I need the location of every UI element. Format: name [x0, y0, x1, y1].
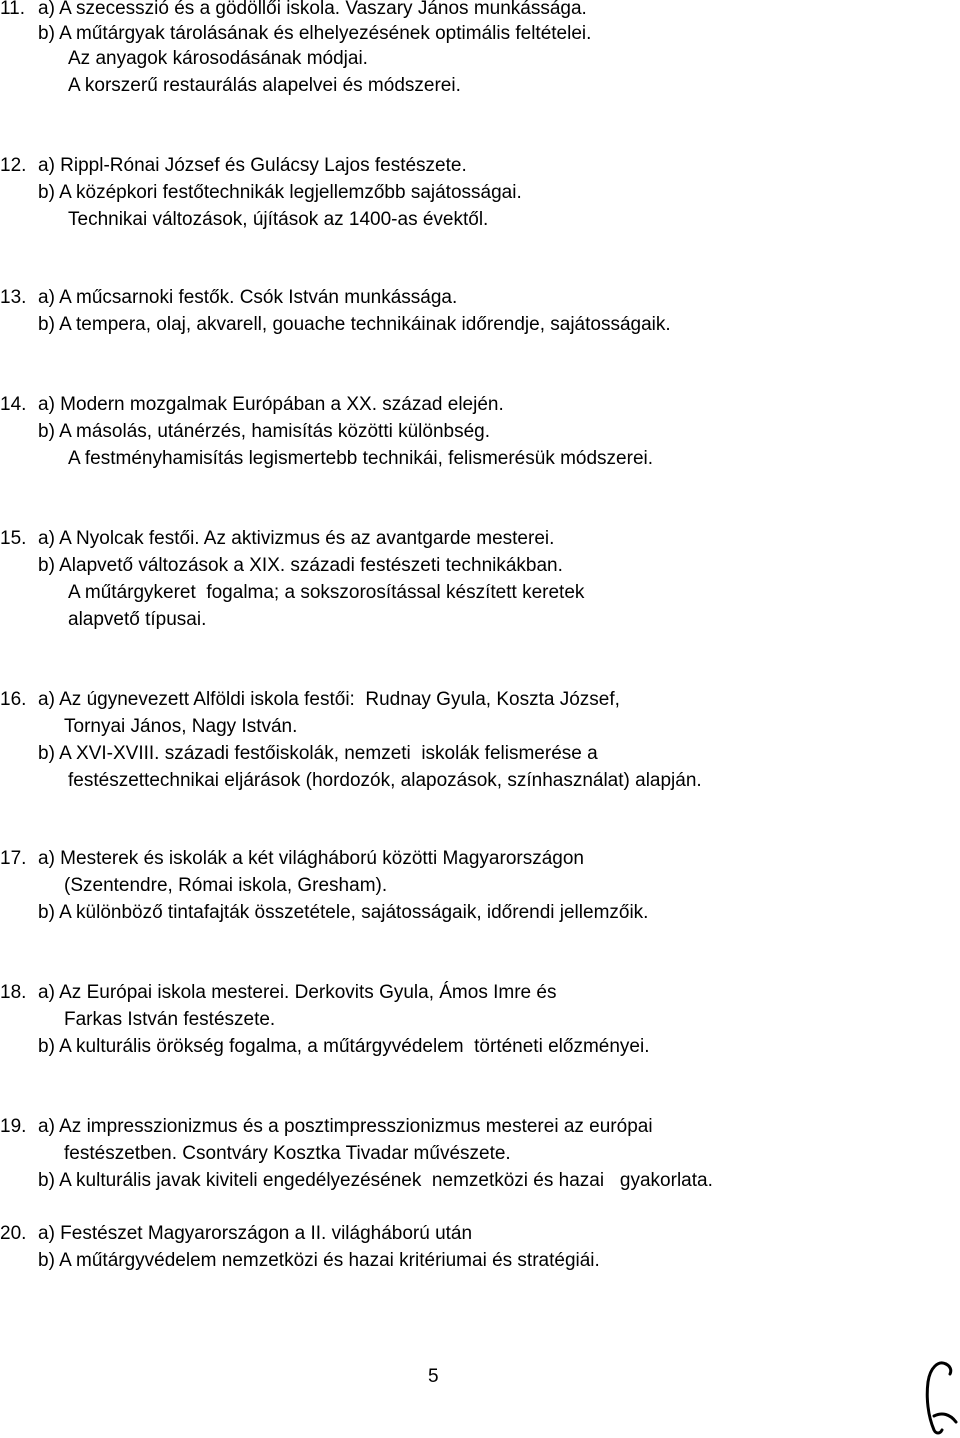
item-17-line-b: b) A különböző tintafajták összetétele, sajátosságaik, időrendi jellemzőik. [38, 902, 649, 923]
item-15-number: 15. [0, 528, 27, 549]
item-11-line-a: a) A szecesszió és a gödöllői iskola. Vaszary János munkássága. [38, 0, 587, 19]
item-14-line-a: a) Modern mozgalmak Európában a XX. század elején. [38, 394, 504, 415]
item-12-line-b: b) A középkori festőtechnikák legjellemzőbb sajátosságai. [38, 182, 522, 203]
item-20-number: 20. [0, 1223, 27, 1244]
item-17-number: 17. [0, 848, 27, 869]
item-16-line-b: b) A XVI-XVIII. századi festőiskolák, nemzeti iskolák felismerése a [38, 743, 598, 764]
item-19-number: 19. [0, 1116, 27, 1137]
item-19-line-b: b) A kulturális javak kiviteli engedélyezésének nemzetközi és hazai gyakorlata. [38, 1170, 713, 1191]
item-16-line-a: a) Az úgynevezett Alföldi iskola festői: Rudnay Gyula, Koszta József, [38, 689, 620, 710]
item-14-line-b: b) A másolás, utánérzés, hamisítás közötti különbség. [38, 421, 491, 442]
item-14-line-b-cont: A festményhamisítás legismertebb technikái, felismerésük módszerei. [68, 448, 654, 469]
item-19-line-a-cont: festészetben. Csontváry Kosztka Tivadar művészete. [64, 1143, 511, 1164]
item-13-number: 13. [0, 287, 27, 308]
item-13-line-b: b) A tempera, olaj, akvarell, gouache technikáinak időrendje, sajátosságaik. [38, 314, 671, 335]
item-15-line-b: b) Alapvető változások a XIX. századi festészeti technikákban. [38, 555, 563, 576]
item-18-number: 18. [0, 982, 27, 1003]
item-12-line-a: a) Rippl-Rónai József és Gulácsy Lajos festészete. [38, 155, 467, 176]
item-19-line-a: a) Az impresszionizmus és a posztimpresszionizmus mesterei az európai [38, 1116, 653, 1137]
item-18-line-a-cont: Farkas István festészete. [64, 1009, 276, 1030]
item-18-line-b: b) A kulturális örökség fogalma, a műtárgyvédelem történeti előzményei. [38, 1036, 650, 1057]
item-20-line-b: b) A műtárgyvédelem nemzetközi és hazai kritériumai és stratégiái. [38, 1250, 600, 1271]
item-11-line-b-cont: Az anyagok károsodásának módjai. [68, 48, 368, 69]
signature-mark [916, 1356, 960, 1438]
item-16-number: 16. [0, 689, 27, 710]
item-15-line-b-cont: A műtárgykeret fogalma; a sokszorosítással készített keretek [68, 582, 585, 603]
item-12-number: 12. [0, 155, 27, 176]
item-17-line-a-cont: (Szentendre, Római iskola, Gresham). [64, 875, 388, 896]
item-18-line-a: a) Az Európai iskola mesterei. Derkovits Gyula, Ámos Imre és [38, 982, 557, 1003]
item-13-line-a: a) A műcsarnoki festők. Csók István munkássága. [38, 287, 458, 308]
item-17-line-a: a) Mesterek és iskolák a két világháború közötti Magyarországon [38, 848, 584, 869]
item-14-number: 14. [0, 394, 27, 415]
item-15-line-b-cont: alapvető típusai. [68, 609, 207, 630]
item-11-line-b: b) A műtárgyak tárolásának és elhelyezésének optimális feltételei. [38, 23, 592, 44]
item-11-line-b-cont: A korszerű restaurálás alapelvei és módszerei. [68, 75, 461, 96]
item-20-line-a: a) Festészet Magyarországon a II. világháború után [38, 1223, 473, 1244]
page-number: 5 [428, 1366, 439, 1387]
item-15-line-a: a) A Nyolcak festői. Az aktivizmus és az avantgarde mesterei. [38, 528, 555, 549]
item-11-number: 11. [0, 0, 26, 19]
item-12-line-b-cont: Technikai változások, újítások az 1400-as évektől. [68, 209, 489, 230]
item-16-line-a-cont: Tornyai János, Nagy István. [64, 716, 298, 737]
item-16-line-b-cont: festészettechnikai eljárások (hordozók, alapozások, színhasználat) alapján. [68, 770, 702, 791]
